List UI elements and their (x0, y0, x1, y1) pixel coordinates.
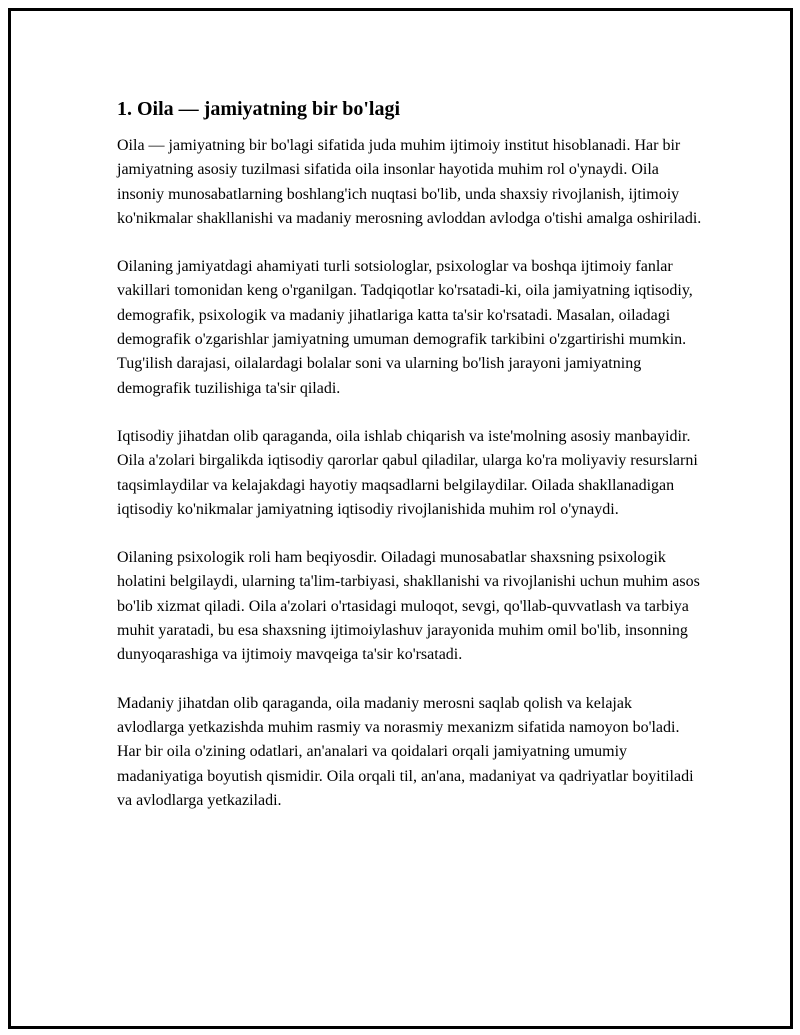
paragraph-social-significance: Oilaning jamiyatdagi ahamiyati turli sotsiologlar, psixologlar va boshqa ijtimoiy fanlar vakillari tomonidan keng o'rganilgan. Tadqiqotlar ko'rsatadi-ki, oila jamiyatning iqtisodiy, demografik, psixologik va madaniy jihatlariga katta ta'sir ko'rsatadi. Masalan, oiladagi demografik o'zgarishlar jamiyatning umuman demografik tarkibini o'zgartirishi mumkin. Tug'ilish darajasi, oilalardagi bolalar soni va ularning bo'lish jarayoni jamiyatning demografik tuzilishiga ta'sir qiladi. (117, 258, 693, 397)
paragraph-psychological-role: Oilaning psixologik roli ham beqiyosdir. Oiladagi munosabatlar shaxsning psixologik holatini belgilaydi, ularning ta'lim-tarbiyasi, shakllanishi va rivojlanishi uchun muhim asos bo'lib xizmat qiladi. Oila a'zolari o'rtasidagi muloqot, sevgi, qo'llab-quvvatlash va tarbiya muhit yaratadi, bu esa shaxsning ijtimoiylashuv jarayonida muhim omil bo'lib, insonning dunyoqarashiga va ijtimoiy mavqeiga ta'sir ko'rsatadi. (117, 549, 700, 664)
paragraph-family-definition: Oila — jamiyatning bir bo'lagi sifatida juda muhim ijtimoiy institut hisoblanadi. Har bir jamiyatning asosiy tuzilmasi sifatida oila insonlar hayotida muhim rol o'ynaydi. Oila insoniy munosabatlarning boshlang'ich nuqtasi bo'lib, unda shaxsiy rivojlanish, ijtimoiy ko'nikmalar shakllanishi va madaniy merosning avloddan avlodga o'tishi amalga oshiriladi. (117, 137, 702, 227)
paragraph-economic-role: Iqtisodiy jihatdan olib qaraganda, oila ishlab chiqarish va iste'molning asosiy manbayidir. Oila a'zolari birgalikda iqtisodiy qarorlar qabul qiladilar, ularga ko'ra moliyaviy resurslarni taqsimlaydilar va kelajakdagi hayotiy maqsadlarni belgilaydilar. Oilada shakllanadigan iqtisodiy ko'nikmalar jamiyatning iqtisodiy rivojlanishida muhim rol o'ynaydi. (117, 427, 698, 518)
document-page (8, 8, 793, 1029)
section-heading: 1. Oila — jamiyatning bir bo'lagi (117, 98, 400, 120)
paragraph-cultural-role: Madaniy jihatdan olib qaraganda, oila madaniy merosni saqlab qolish va kelajak avlodlarga yetkazishda muhim rasmiy va norasmiy mexanizm sifatida namoyon bo'ladi. Har bir oila o'zining odatlari, an'analari va qoidalari orqali jamiyatning umumiy madaniyatiga boyutish qismidir. Oila orqali til, an'ana, madaniyat va qadriyatlar boyitiladi va avlodlarga yetkaziladi. (117, 694, 694, 809)
document-body (117, 97, 702, 837)
